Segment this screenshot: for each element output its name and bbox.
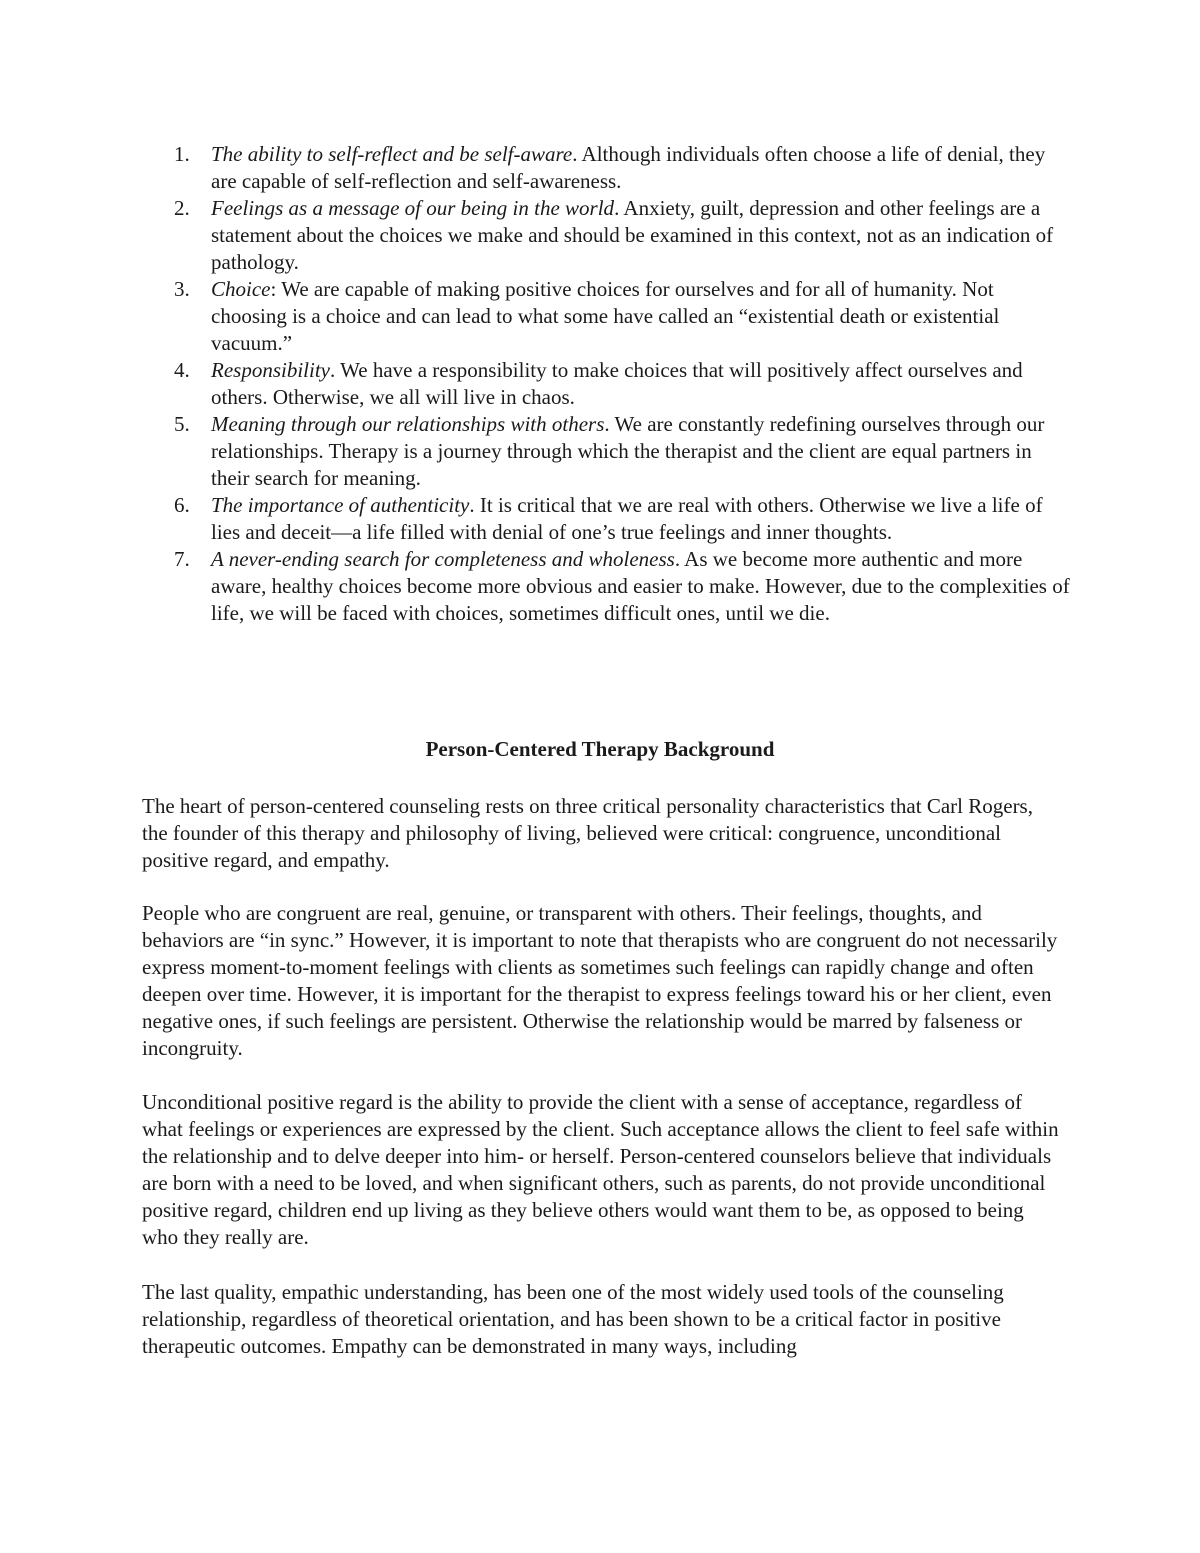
body-paragraph: The last quality, empathic understanding, has been one of the most widely used tools of the counseling relationship, regardless of theoretical orientation, and has been shown to be a critical factor in positive therapeutic outcomes. Empathy can be demonstrated in many ways, including (142, 1280, 1004, 1358)
list-item-text: . Although individuals often choose a life of denial, they are capable of self-reflection and self-awareness. (211, 142, 1046, 193)
list-item-number: 4. (174, 358, 190, 382)
section-heading: Person-Centered Therapy Background (425, 737, 775, 761)
list-item (0, 411, 1071, 492)
list-item (0, 357, 1071, 411)
list-item-term: The ability to self-reflect and be self-aware (211, 142, 573, 166)
list-item (0, 141, 1071, 195)
list-item-number: 6. (174, 493, 190, 517)
list-item-text: . We have a responsibility to make choices that will positively affect ourselves and others. Otherwise, we all will live in chaos. (211, 358, 1023, 409)
list-item (0, 546, 1071, 627)
list-item-term: Meaning through our relationships with others (211, 412, 605, 436)
list-item-number: 5. (174, 412, 190, 436)
list-item (0, 195, 1071, 276)
list-item (0, 276, 1071, 357)
list-item-text: . As we become more authentic and more aware, healthy choices become more obvious and easier to make. However, due to the complexities of life, we will be faced with choices, sometimes difficult ones, until we die. (211, 547, 1070, 625)
list-item-text: . It is critical that we are real with others. Otherwise we live a life of lies and deceit—a life filled with denial of one’s true feelings and inner thoughts. (211, 493, 1043, 544)
list-item-term: Choice (211, 277, 271, 301)
body-paragraph: Unconditional positive regard is the ability to provide the client with a sense of acceptance, regardless of what feelings or experiences are expressed by the client. Such acceptance allows the client to feel safe within the relationship and to delve deeper into him- or herself. Person-centered counselors believe that individuals are born with a need to be loved, and when significant others, such as parents, do not provide unconditional positive regard, children end up living as they believe others would want them to be, as opposed to being who they really are. (142, 1090, 1059, 1249)
list-item-text: : We are capable of making positive choices for ourselves and for all of humanity. Not choosing is a choice and can lead to what some have called an “existential death or existential vacuum.” (211, 277, 1000, 355)
body-paragraph: The heart of person-centered counseling rests on three critical personality characteristics that Carl Rogers, the founder of this therapy and philosophy of living, believed were critical: congruence, unconditional positive regard, and empathy. (142, 794, 1033, 872)
existential-themes-list (0, 141, 1200, 627)
list-item-text: . We are constantly redefining ourselves through our relationships. Therapy is a journey through which the therapist and the client are equal partners in their search for meaning. (211, 412, 1045, 490)
list-item-number: 1. (174, 142, 190, 166)
list-item-number: 2. (174, 196, 190, 220)
list-item-text: . Anxiety, guilt, depression and other feelings are a statement about the choices we make and should be examined in this context, not as an indication of pathology. (211, 196, 1054, 274)
list-item-term: Feelings as a message of our being in the world (211, 196, 615, 220)
list-item-term: The importance of authenticity (211, 493, 470, 517)
body-paragraph: People who are congruent are real, genuine, or transparent with others. Their feelings, thoughts, and behaviors are “in sync.” However, it is important to note that therapists who are congruent do not necessarily express moment-to-moment feelings with clients as sometimes such feelings can rapidly change and often deepen over time. However, it is important for the therapist to express feelings toward his or her client, even negative ones, if such feelings are persistent. Otherwise the relationship would be marred by falseness or incongruity. (142, 901, 1058, 1060)
list-item-number: 7. (174, 547, 190, 571)
list-item-term: Responsibility (211, 358, 330, 382)
list-item-term: A never-ending search for completeness and wholeness (211, 547, 675, 571)
list-item (0, 492, 1071, 546)
list-item-number: 3. (174, 277, 190, 301)
